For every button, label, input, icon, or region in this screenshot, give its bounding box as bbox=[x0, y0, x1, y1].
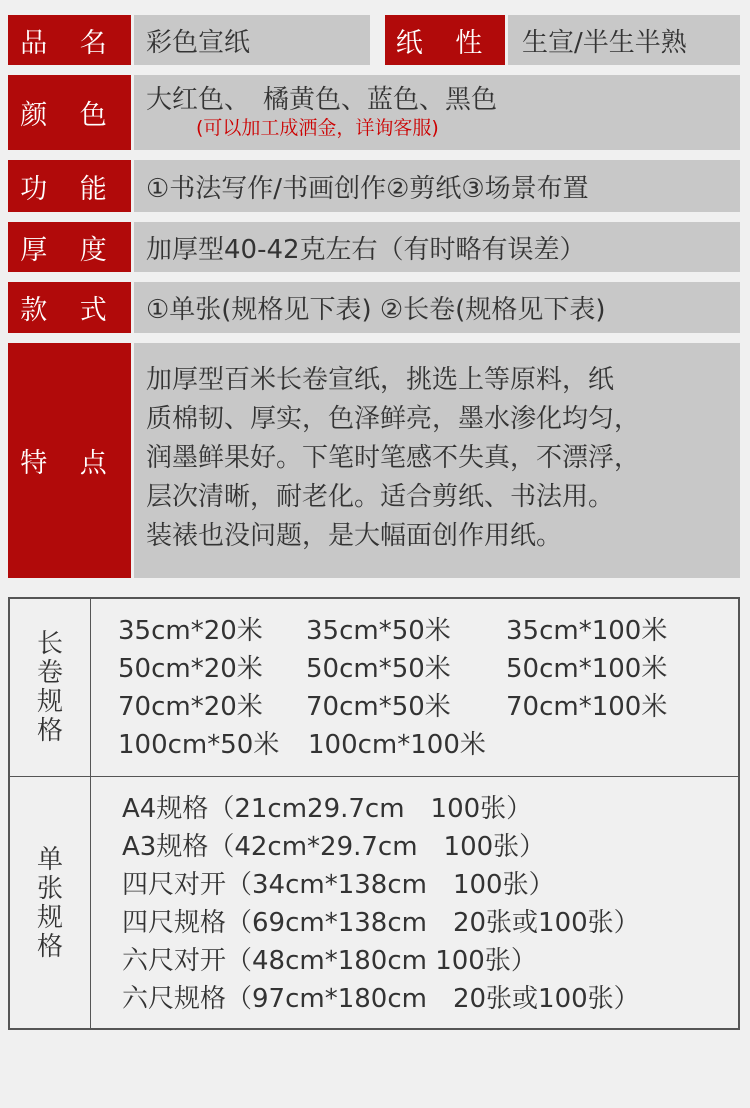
feature-value bbox=[134, 343, 740, 578]
label-char: 格 bbox=[36, 715, 63, 746]
color-value: 大红色、 橘黄色、蓝色、黑色 bbox=[146, 85, 498, 115]
single-sheet-specs bbox=[122, 790, 640, 1018]
single-sheet-label bbox=[10, 777, 90, 1030]
feature-line: 质棉韧、厚实，色泽鲜亮，墨水渗化均匀， bbox=[146, 404, 641, 434]
long-roll-specs bbox=[118, 613, 728, 773]
color-value-box bbox=[134, 75, 740, 150]
function-label: 功 能 bbox=[8, 160, 131, 212]
spec-cell: 50cm*20米 bbox=[118, 654, 263, 684]
spec-line: A4规格（21cm29.7cm 100张） bbox=[122, 794, 533, 824]
spec-line: 六尺对开（48cm*180cm 100张） bbox=[122, 946, 537, 976]
feature-line: 层次清晰，耐老化。适合剪纸、书法用。 bbox=[146, 482, 615, 512]
spec-line: 四尺规格（69cm*138cm 20张或100张） bbox=[122, 908, 640, 938]
feature-line: 装裱也没问题，是大幅面创作用纸。 bbox=[146, 521, 563, 551]
feature-label: 特 点 bbox=[8, 343, 131, 578]
function-value: ①书法写作/书画创作②剪纸③场景布置 bbox=[134, 160, 740, 212]
thickness-value: 加厚型40-42克左右（有时略有误差） bbox=[134, 222, 740, 272]
spec-cell: 35cm*20米 bbox=[118, 616, 263, 646]
label-char: 规 bbox=[36, 902, 63, 933]
nature-value: 生宣/半生半熟 bbox=[508, 15, 740, 65]
thickness-label: 厚 度 bbox=[8, 222, 131, 272]
spec-divider-horizontal bbox=[10, 776, 738, 777]
feature-line: 加厚型百米长卷宣纸，挑选上等原料，纸 bbox=[146, 365, 615, 395]
spec-cell: 50cm*50米 bbox=[306, 654, 451, 684]
name-value: 彩色宣纸 bbox=[134, 15, 370, 65]
color-note: (可以加工成洒金，详询客服) bbox=[196, 117, 439, 139]
style-value: ①单张(规格见下表) ②长卷(规格见下表) bbox=[134, 282, 740, 333]
spec-cell: 70cm*100米 bbox=[506, 692, 668, 722]
spec-divider-vertical bbox=[90, 599, 91, 1028]
spec-line: A3规格（42cm*29.7cm 100张） bbox=[122, 832, 546, 862]
spec-line: 六尺规格（97cm*180cm 20张或100张） bbox=[122, 984, 640, 1014]
long-roll-label bbox=[10, 599, 90, 776]
spec-line: 四尺对开（34cm*138cm 100张） bbox=[122, 870, 555, 900]
label-char: 卷 bbox=[36, 657, 63, 688]
label-char: 格 bbox=[36, 931, 63, 962]
label-char: 单 bbox=[36, 844, 63, 875]
spec-table bbox=[8, 597, 740, 1030]
spec-cell: 35cm*100米 bbox=[506, 616, 668, 646]
feature-line: 润墨鲜果好。下笔时笔感不失真，不漂浮， bbox=[146, 443, 641, 473]
nature-label: 纸 性 bbox=[385, 15, 505, 65]
label-char: 张 bbox=[36, 873, 63, 904]
color-label: 颜 色 bbox=[8, 75, 131, 150]
spec-cell: 70cm*20米 bbox=[118, 692, 263, 722]
label-char: 规 bbox=[36, 686, 63, 717]
style-label: 款 式 bbox=[8, 282, 131, 333]
spec-cell: 70cm*50米 bbox=[306, 692, 451, 722]
name-label: 品 名 bbox=[8, 15, 131, 65]
spec-cell: 100cm*100米 bbox=[308, 730, 486, 760]
spec-cell: 100cm*50米 bbox=[118, 730, 280, 760]
spec-cell: 50cm*100米 bbox=[506, 654, 668, 684]
label-char: 长 bbox=[36, 628, 63, 659]
spec-cell: 35cm*50米 bbox=[306, 616, 451, 646]
